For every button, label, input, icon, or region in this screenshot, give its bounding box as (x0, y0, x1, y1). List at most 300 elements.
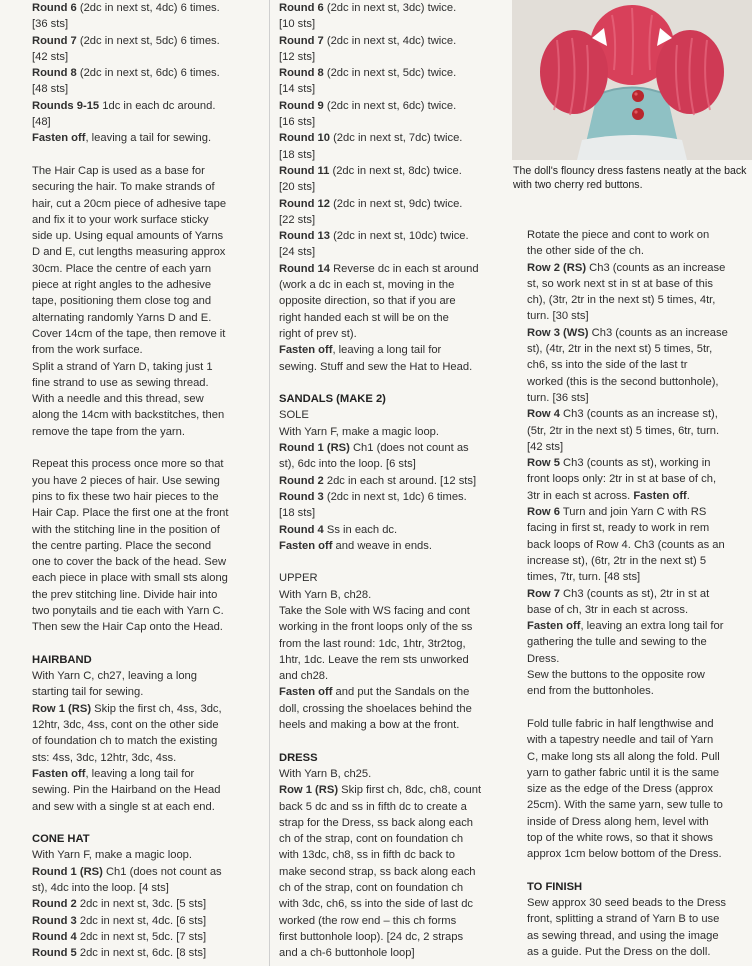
column-left (32, 0, 260, 962)
text-line (32, 945, 260, 961)
section-heading: CONE HAT (32, 833, 90, 846)
text-line (32, 293, 260, 309)
line-text: ch of the strap, cont on foundation ch (279, 833, 464, 846)
line-text: and fix it to your work surface sticky (32, 213, 209, 226)
text-line (279, 766, 504, 782)
bold-inline: Fasten off (633, 489, 687, 502)
line-text: st), 4dc into the loop. [4 sts] (32, 882, 169, 895)
text-line (279, 114, 504, 130)
line-text: [42 sts] (527, 440, 564, 453)
line-text: [48 sts] (32, 83, 69, 96)
line-text: Ch3 (counts as an increase st), (559, 408, 718, 421)
line-text: st), (4tr, 2tr in the next st) 5 times, 5tr, (527, 343, 713, 356)
text-line (527, 308, 752, 324)
line-text: one to cover the back of the head. Sew (32, 556, 227, 569)
bold-lead: Round 11 (279, 164, 330, 177)
text-line (32, 782, 260, 798)
bold-lead: Row 6 (527, 506, 560, 519)
text-line (32, 929, 260, 945)
text-line (32, 179, 260, 195)
bold-lead: Row 1 (RS) (32, 702, 92, 715)
section-heading: HAIRBAND (32, 653, 92, 666)
line-text: With Yarn B, ch25. (279, 767, 372, 780)
line-text: with a tapestry needle and tail of Yarn (527, 734, 714, 747)
bold-lead: Fasten off (279, 539, 333, 552)
line-text: Dress. (527, 652, 560, 665)
bold-lead: Round 6 (279, 2, 324, 14)
bold-lead: Fasten off (279, 686, 333, 699)
bold-lead: Round 1 (RS) (279, 442, 350, 455)
line-text: Skip first ch, 8dc, ch8, count (338, 784, 482, 797)
bold-lead: Fasten off (32, 132, 86, 145)
text-line (279, 130, 504, 146)
line-text: piece at right angles to the adhesive (32, 279, 212, 292)
text-line (527, 423, 752, 439)
text-line (32, 554, 260, 570)
text-line (527, 390, 752, 406)
text-line (279, 16, 504, 32)
text-line (279, 179, 504, 195)
line-text: Ch3 (counts as an increase (586, 261, 726, 274)
line-text: with 13dc, ch8, ss in fifth dc back to (279, 849, 455, 862)
text-line (32, 733, 260, 749)
text-line (527, 276, 752, 292)
line-text: the prev stitching line. Divide hair into (32, 588, 218, 601)
line-text: strap for the Dress, ss back along each (279, 816, 474, 829)
line-text: tape, positioning them close tog and (32, 295, 212, 308)
text-line (279, 864, 504, 880)
text-line (527, 618, 752, 634)
line-text: ch of the strap, cont on foundation ch (279, 882, 464, 895)
line-text: and sew with a single st at each end. (32, 800, 215, 813)
doll-back-image (512, 0, 752, 160)
line-text: (2dc in next st, 5dc) 6 times. (76, 34, 220, 47)
column-divider (269, 0, 270, 966)
line-text: Repeat this process once more so that (32, 458, 224, 471)
line-text: make second strap, ss back along each (279, 865, 476, 878)
line-text: increase st), (6tr, 2tr in the next st) 5 (527, 554, 707, 567)
text-line (527, 374, 752, 390)
text-line (527, 602, 752, 618)
text-line (279, 913, 504, 929)
text-line (527, 895, 752, 911)
text-line (527, 260, 752, 276)
text-line (32, 913, 260, 929)
line-text: , leaving a long tail for (332, 344, 442, 357)
text-line (527, 488, 752, 504)
text-line (279, 587, 504, 603)
bold-lead: Round 2 (279, 474, 324, 487)
line-text: from the last round: 1dc, 1htr, 3tr2tog, (279, 637, 466, 650)
text-line (32, 456, 260, 472)
text-line (32, 130, 260, 146)
line-text: doll, crossing the shoelaces behind the (279, 702, 472, 715)
text-line (32, 326, 260, 342)
line-text: each piece in place with small sts along (32, 572, 228, 585)
text-line (32, 391, 260, 407)
text-line (32, 261, 260, 277)
text-line (32, 359, 260, 375)
line-text: and a ch-6 buttonhole loop] (279, 947, 415, 960)
line-text: inside of Dress along hem, level with (527, 815, 709, 828)
line-text: With Yarn F, make a magic loop. (279, 425, 440, 438)
line-text: [24 sts] (279, 246, 316, 259)
text-line (527, 520, 752, 536)
line-text: [12 sts] (279, 50, 316, 63)
text-line (32, 766, 260, 782)
line-text: , leaving a tail for sewing. (85, 132, 212, 145)
text-line (527, 406, 752, 422)
line-text: Ch1 (does not count as (102, 865, 222, 878)
text-line (527, 586, 752, 602)
line-text: The Hair Cap is used as a base for (32, 164, 205, 177)
line-text: 12htr, 3dc, 4ss, cont on the other side (32, 719, 219, 732)
text-line (279, 619, 504, 635)
paragraph-gap (32, 440, 260, 456)
text-line (527, 341, 752, 357)
line-text: sewing. Pin the Hairband on the Head (32, 784, 221, 797)
line-text: the other side of the ch. (527, 245, 644, 258)
text-line (279, 163, 504, 179)
line-text: Fold tulle fabric in half lengthwise and (527, 717, 714, 730)
section-heading: TO FINISH (527, 880, 583, 893)
text-line (32, 81, 260, 97)
line-text: [10 sts] (279, 18, 316, 31)
text-line (527, 651, 752, 667)
text-line (527, 781, 752, 797)
column-middle (279, 0, 504, 962)
text-line (527, 504, 752, 520)
text-line (32, 407, 260, 423)
text-line (527, 243, 752, 259)
line-text: remove the tape from the yarn. (32, 425, 185, 438)
text-line (32, 98, 260, 114)
text-line (32, 49, 260, 65)
line-text: ch6, ss into the side of the last tr (527, 359, 688, 372)
line-text: Reverse dc in each st around (329, 262, 479, 275)
bold-lead: Row 3 (WS) (527, 326, 589, 339)
text-line (279, 277, 504, 293)
line-text: 1dc in each dc around. (99, 99, 216, 112)
text-line (279, 717, 504, 733)
text-line (527, 634, 752, 650)
line-text: 2dc in each st around. [12 sts] (323, 474, 477, 487)
text-line (32, 717, 260, 733)
line-text: 2dc in next st, 4dc. [6 sts] (76, 914, 207, 927)
text-line (32, 489, 260, 505)
text-line (32, 16, 260, 32)
line-text: base of ch, 3tr in each st across. (527, 603, 689, 616)
text-line (279, 228, 504, 244)
line-text: right of prev st). (279, 327, 357, 340)
text-line (527, 667, 752, 683)
line-text: Cover 14cm of the tape, then remove it (32, 327, 226, 340)
text-line (32, 114, 260, 130)
line-text: with the stitching line in the position of (32, 523, 220, 536)
line-text: With a needle and this thread, sew (32, 393, 204, 406)
line-text: D and E, cut lengths measuring approx (32, 246, 226, 259)
text-line (32, 684, 260, 700)
bold-lead: Round 13 (279, 230, 330, 243)
line-text: first buttonhole loop). [24 dc, 2 straps (279, 930, 464, 943)
text-line (527, 683, 752, 699)
text-line (32, 244, 260, 260)
text-line (279, 945, 504, 961)
text-line (527, 846, 752, 862)
line-text: [22 sts] (279, 213, 316, 226)
text-line (279, 929, 504, 945)
line-text: Skip the first ch, 4ss, 3dc, (91, 702, 222, 715)
line-text: UPPER (279, 572, 318, 585)
paragraph-gap (279, 375, 504, 391)
text-line (32, 473, 260, 489)
text-line (32, 212, 260, 228)
text-line (279, 196, 504, 212)
line-text: (2dc in next st, 1dc) 6 times. (323, 490, 467, 503)
line-text: Sew approx 30 seed beads to the Dress (527, 897, 727, 910)
line-text: [36 sts] (32, 18, 69, 31)
text-line (279, 147, 504, 163)
text-line (527, 471, 752, 487)
text-line (32, 277, 260, 293)
text-line (32, 668, 260, 684)
text-line (32, 750, 260, 766)
text-line (527, 537, 752, 553)
line-text: [18 sts] (279, 148, 316, 161)
line-text: sewing. Stuff and sew the Hat to Head. (279, 360, 473, 373)
text-line (32, 505, 260, 521)
line-text: 30cm. Place the centre of each yarn (32, 262, 212, 275)
line-text: end from the buttonholes. (527, 685, 654, 698)
text-line (32, 619, 260, 635)
bold-lead: Round 8 (32, 67, 77, 80)
line-text: (2dc in next st, 8dc) twice. (329, 164, 462, 177)
line-text-tail: . (686, 489, 690, 502)
line-text: , leaving a long tail for (85, 767, 195, 780)
text-line (32, 603, 260, 619)
text-line (32, 228, 260, 244)
line-text: the centre parting. Place the second (32, 539, 212, 552)
paragraph-gap (32, 147, 260, 163)
line-text: and weave in ends. (332, 539, 432, 552)
line-text: of foundation ch to match the existing (32, 735, 218, 748)
text-line (279, 668, 504, 684)
bold-lead: Round 3 (32, 914, 77, 927)
paragraph-gap (527, 863, 752, 879)
text-line (279, 636, 504, 652)
text-line (279, 782, 504, 798)
text-line (32, 587, 260, 603)
text-line (32, 896, 260, 912)
paragraph-gap (279, 733, 504, 749)
text-line (527, 911, 752, 927)
line-text: starting tail for sewing. (32, 686, 144, 699)
paragraph-gap (279, 554, 504, 570)
bold-lead: Round 4 (279, 523, 324, 536)
line-text: [48] (32, 116, 51, 129)
line-text: 2dc in next st, 6dc. [8 sts] (76, 947, 207, 960)
text-line (279, 81, 504, 97)
line-text: worked (the row end – this ch forms (279, 914, 457, 927)
text-line (279, 456, 504, 472)
text-line (279, 359, 504, 375)
section-heading: DRESS (279, 751, 318, 764)
line-text: [18 sts] (279, 507, 316, 520)
text-line (279, 896, 504, 912)
text-line (527, 928, 752, 944)
text-line (32, 65, 260, 81)
bold-lead: Round 7 (32, 34, 77, 47)
text-line (527, 732, 752, 748)
text-line (527, 944, 752, 960)
line-text: and put the Sandals on the (332, 686, 470, 699)
text-line (279, 652, 504, 668)
line-text: side up. Using equal amounts of Yarns (32, 230, 224, 243)
text-line (527, 830, 752, 846)
bold-lead: Round 3 (279, 490, 324, 503)
line-text: Ss in each dc. (323, 523, 398, 536)
bold-lead: Row 1 (RS) (279, 784, 339, 797)
text-line (527, 455, 752, 471)
line-text: With Yarn B, ch28. (279, 588, 372, 601)
text-line (279, 407, 504, 423)
bold-lead: Round 2 (32, 898, 77, 911)
line-text: (work a dc in each st, moving in the (279, 279, 455, 292)
bold-lead: Round 1 (RS) (32, 865, 103, 878)
line-text: (5tr, 2tr in the next st) 5 times, 6tr, turn. (527, 424, 720, 437)
bold-lead: Round 9 (279, 99, 324, 112)
bold-lead: Round 14 (279, 262, 330, 275)
text-line (527, 716, 752, 732)
line-text: and ch28. (279, 670, 329, 683)
line-text: working in the front loops only of the ss (279, 621, 473, 634)
line-text: along the 14cm with backstitches, then (32, 409, 225, 422)
line-text: Rotate the piece and cont to work on (527, 229, 710, 241)
text-line (279, 261, 504, 277)
text-line (279, 49, 504, 65)
text-line (32, 864, 260, 880)
line-text: front loops only: 2tr in st at base of ch, (527, 473, 717, 486)
line-text: yarn to gather fabric until it is the same (527, 766, 720, 779)
line-text: ch), (3tr, 2tr in the next st) 5 times, 4tr, (527, 294, 716, 307)
bold-lead: Round 8 (279, 67, 324, 80)
text-line (279, 98, 504, 114)
text-line (32, 522, 260, 538)
line-text: Split a strand of Yarn D, taking just 1 (32, 360, 213, 373)
line-text: right handed each st will be on the (279, 311, 449, 324)
bold-lead: Round 6 (32, 2, 77, 14)
bold-lead: Fasten off (32, 767, 86, 780)
text-line (32, 0, 260, 16)
line-text: (2dc in next st, 3dc) twice. (323, 2, 457, 14)
paragraph-gap (32, 636, 260, 652)
line-text: turn. [30 sts] (527, 310, 589, 323)
line-text: (2dc in next st, 6dc) 6 times. (76, 67, 220, 80)
text-line (32, 310, 260, 326)
text-line (527, 439, 752, 455)
line-text: , leaving an extra long tail for (580, 620, 724, 633)
bold-lead: Round 4 (32, 930, 77, 943)
line-text: back loops of Row 4. Ch3 (counts as an (527, 538, 725, 551)
line-text: securing the hair. To make strands of (32, 181, 215, 194)
bold-lead: Rounds 9-15 (32, 99, 100, 112)
text-line (279, 342, 504, 358)
bold-lead: Row 4 (527, 408, 560, 421)
text-line (527, 765, 752, 781)
text-line (279, 603, 504, 619)
text-line (279, 212, 504, 228)
line-text: Ch1 (does not count as (349, 442, 469, 455)
text-line (279, 847, 504, 863)
bold-lead: Round 10 (279, 132, 330, 145)
text-line (279, 831, 504, 847)
line-text: [16 sts] (279, 116, 316, 129)
text-line (32, 538, 260, 554)
text-line (279, 880, 504, 896)
line-text: Take the Sole with WS facing and cont (279, 604, 470, 617)
text-line (527, 749, 752, 765)
line-text: SOLE (279, 409, 309, 422)
line-text: (2dc in next st, 4dc) 6 times. (76, 2, 220, 14)
line-text: 2dc in next st, 5dc. [7 sts] (76, 930, 207, 943)
line-text: With Yarn C, ch27, leaving a long (32, 670, 198, 683)
line-text: Ch3 (counts as an increase (588, 326, 728, 339)
text-line (279, 570, 504, 586)
bold-lead: Row 2 (RS) (527, 261, 587, 274)
line-text: turn. [36 sts] (527, 391, 589, 404)
line-text: as sewing thread, and using the image (527, 929, 719, 942)
text-line (527, 553, 752, 569)
text-line (279, 538, 504, 554)
text-line (279, 505, 504, 521)
bold-lead: Round 7 (279, 34, 324, 47)
line-text: facing in first st, ready to work in rem (527, 522, 710, 535)
text-line (279, 310, 504, 326)
line-text: (2dc in next st, 10dc) twice. (329, 230, 469, 243)
text-line (279, 522, 504, 538)
text-line (32, 196, 260, 212)
line-text: from the work surface. (32, 344, 143, 357)
line-text: two ponytails and tie each with Yarn C. (32, 604, 224, 617)
line-text: pins to fix these two hair pieces to the (32, 490, 219, 503)
text-line (32, 375, 260, 391)
line-text: [20 sts] (279, 181, 316, 194)
text-line (32, 701, 260, 717)
text-line (279, 424, 504, 440)
text-line (279, 473, 504, 489)
line-text: heels and making a bow at the front. (279, 719, 460, 732)
text-line (527, 325, 752, 341)
line-text: Sew the buttons to the opposite row (527, 669, 705, 682)
text-line (279, 815, 504, 831)
text-line (279, 440, 504, 456)
line-text: opposite direction, so that if you are (279, 295, 456, 308)
line-text: 1htr, 1dc. Leave the rem sts unworked (279, 653, 469, 666)
text-line (279, 65, 504, 81)
line-text: (2dc in next st, 5dc) twice. (323, 67, 457, 80)
column-right (527, 227, 752, 960)
text-line (527, 814, 752, 830)
line-text: you have 2 pieces of hair. Use sewing (32, 474, 220, 487)
line-text: st, so work next st in st at base of this (527, 277, 713, 290)
text-line (279, 684, 504, 700)
text-line (279, 244, 504, 260)
line-text: worked (this is the second buttonhole), (527, 375, 719, 388)
line-text: hair, cut a 20cm piece of adhesive tape (32, 197, 227, 210)
line-text: [42 sts] (32, 50, 69, 63)
bold-lead: Round 5 (32, 947, 77, 960)
text-line (279, 489, 504, 505)
